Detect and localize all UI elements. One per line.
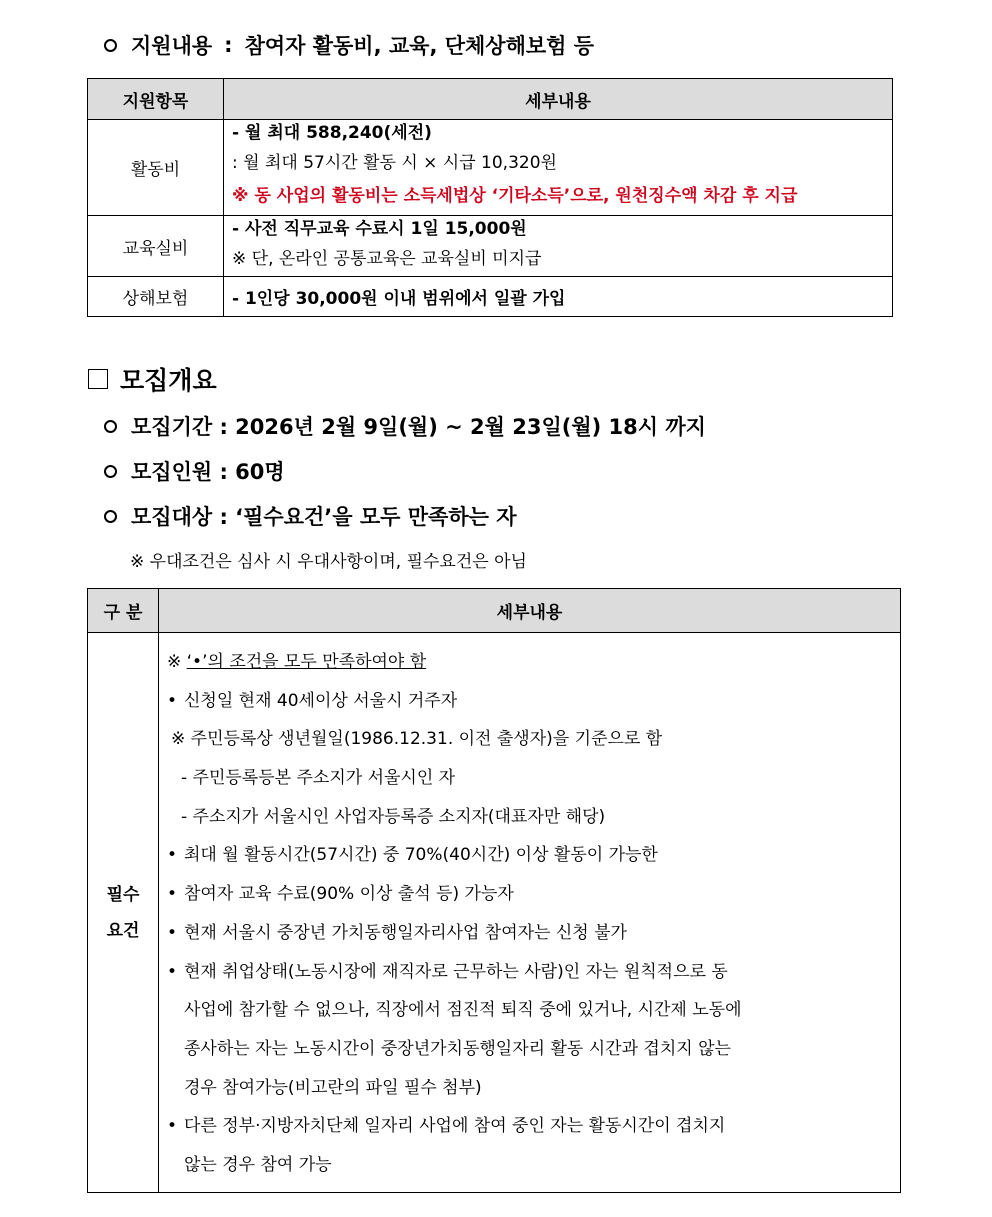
table-row [88, 277, 893, 317]
activity-note: ※ 동 사업의 활동비는 소득세법상 ‘기타소득’으로, 원천징수액 차감 후 지급 [232, 186, 798, 206]
education-line: - 사전 직무교육 수료시 1일 15,000원 [232, 219, 527, 239]
circle-bullet-icon [104, 420, 117, 433]
support-table-header [88, 79, 893, 120]
row-label-education: 교육실비 [88, 216, 224, 277]
note-mark: ※ [167, 652, 187, 672]
education-line: ※ 단, 온라인 공통교육은 교육실비 미지급 [232, 249, 542, 269]
row-label-activity: 활동비 [88, 120, 224, 216]
recruit-title-text: 모집개요 [120, 366, 217, 395]
checkbox-square-icon [88, 369, 108, 389]
list-item [167, 1030, 892, 1069]
recruit-count-text: 모집인원 : 60명 [131, 460, 285, 484]
circle-bullet-icon [104, 510, 117, 523]
list-item [167, 1107, 892, 1146]
support-table [87, 78, 893, 317]
requirements-label [88, 633, 159, 1193]
bullet-dot-icon: • [167, 845, 178, 866]
table-row [88, 120, 893, 216]
recruit-period-text: 모집기간 : 2026년 2월 9일(월) ~ 2월 23일(월) 18시 까지 [131, 415, 706, 439]
recruit-target-text: 모집대상 : ‘필수요건’을 모두 만족하는 자 [131, 505, 517, 529]
requirements-col-category: 구 분 [88, 589, 159, 633]
recruit-title [88, 361, 217, 397]
list-item [167, 798, 892, 837]
requirements-label-line: 필수 [106, 884, 140, 905]
list-item-text: 최대 월 활동시간(57시간) 중 70%(40시간) 이상 활동이 가능한 [184, 845, 658, 866]
list-item-text: 신청일 현재 40세이상 서울시 거주자 [184, 690, 458, 711]
list-item-text: - 주소지가 서울시인 사업자등록증 소지자(대표자만 해당) [181, 806, 606, 827]
activity-line: - 월 최대 588,240(세전) [232, 123, 432, 143]
list-item [167, 953, 892, 992]
circle-bullet-icon [104, 39, 117, 52]
recruit-count [104, 456, 285, 486]
list-item [167, 875, 892, 914]
row-content-education [224, 216, 893, 277]
circle-bullet-icon [104, 465, 117, 478]
list-item [167, 914, 892, 953]
support-heading [104, 30, 594, 60]
recruit-note: ※ 우대조건은 심사 시 우대사항이며, 필수요건은 아님 [130, 552, 527, 572]
row-content-activity [224, 120, 893, 216]
list-item-text: 경우 참여가능(비고란의 파일 필수 첨부) [184, 1077, 482, 1098]
requirements-content [159, 633, 901, 1193]
list-item-text: ※ 주민등록상 생년월일(1986.12.31. 이전 출생자)을 기준으로 함 [171, 729, 663, 750]
list-item [167, 682, 892, 721]
bullet-dot-icon: • [167, 961, 178, 982]
requirements-label-line: 요건 [106, 920, 140, 941]
support-col-item: 지원항목 [88, 79, 224, 120]
support-col-detail: 세부내용 [224, 79, 893, 120]
table-row [88, 216, 893, 277]
list-item-text: ‘•’의 조건을 모두 만족하여야 함 [186, 652, 427, 672]
support-heading-separator: : [224, 33, 233, 57]
list-item [167, 720, 892, 759]
insurance-line: - 1인당 30,000원 이내 범위에서 일괄 가입 [232, 289, 566, 309]
row-label-insurance: 상해보험 [88, 277, 224, 317]
list-item-text: 다른 정부·지방자치단체 일자리 사업에 참여 중인 자는 활동시간이 겹치지 [184, 1116, 726, 1137]
list-item [167, 1069, 892, 1108]
bullet-dot-icon: • [167, 884, 178, 905]
recruit-period [104, 411, 706, 441]
list-item-text: 현재 취업상태(노동시장에 재직자로 근무하는 사람)인 자는 원칙적으로 동 [184, 961, 728, 982]
list-item-text: - 주민등록등본 주소지가 서울시인 자 [181, 768, 456, 789]
requirements-table-header [88, 589, 901, 633]
requirements-table [87, 588, 901, 1193]
requirements-col-detail: 세부내용 [159, 589, 901, 633]
list-item-text: 종사하는 자는 노동시간이 중장년가치동행일자리 활동 시간과 겹치지 않는 [184, 1038, 731, 1059]
bullet-dot-icon: • [167, 922, 178, 943]
row-content-insurance [224, 277, 893, 317]
list-item-text: 현재 서울시 중장년 가치동행일자리사업 참여자는 신청 불가 [184, 922, 627, 943]
list-item-text: 사업에 참가할 수 없으나, 직장에서 점진적 퇴직 중에 있거나, 시간제 노동에 [184, 1000, 742, 1021]
list-item [167, 759, 892, 798]
list-item-text: 참여자 교육 수료(90% 이상 출석 등) 가능자 [184, 884, 514, 905]
table-row [88, 633, 901, 1193]
bullet-dot-icon: • [167, 690, 178, 711]
list-item [167, 1146, 892, 1185]
support-heading-label: 지원내용 [131, 34, 213, 58]
bullet-dot-icon: • [167, 1116, 178, 1137]
list-item [167, 643, 892, 682]
list-item-text: 않는 경우 참여 가능 [184, 1154, 332, 1175]
activity-line: : 월 최대 57시간 활동 시 × 시급 10,320원 [232, 153, 557, 173]
list-item [167, 991, 892, 1030]
support-heading-text: 참여자 활동비, 교육, 단체상해보험 등 [244, 34, 595, 58]
list-item [167, 836, 892, 875]
recruit-target [104, 501, 516, 531]
